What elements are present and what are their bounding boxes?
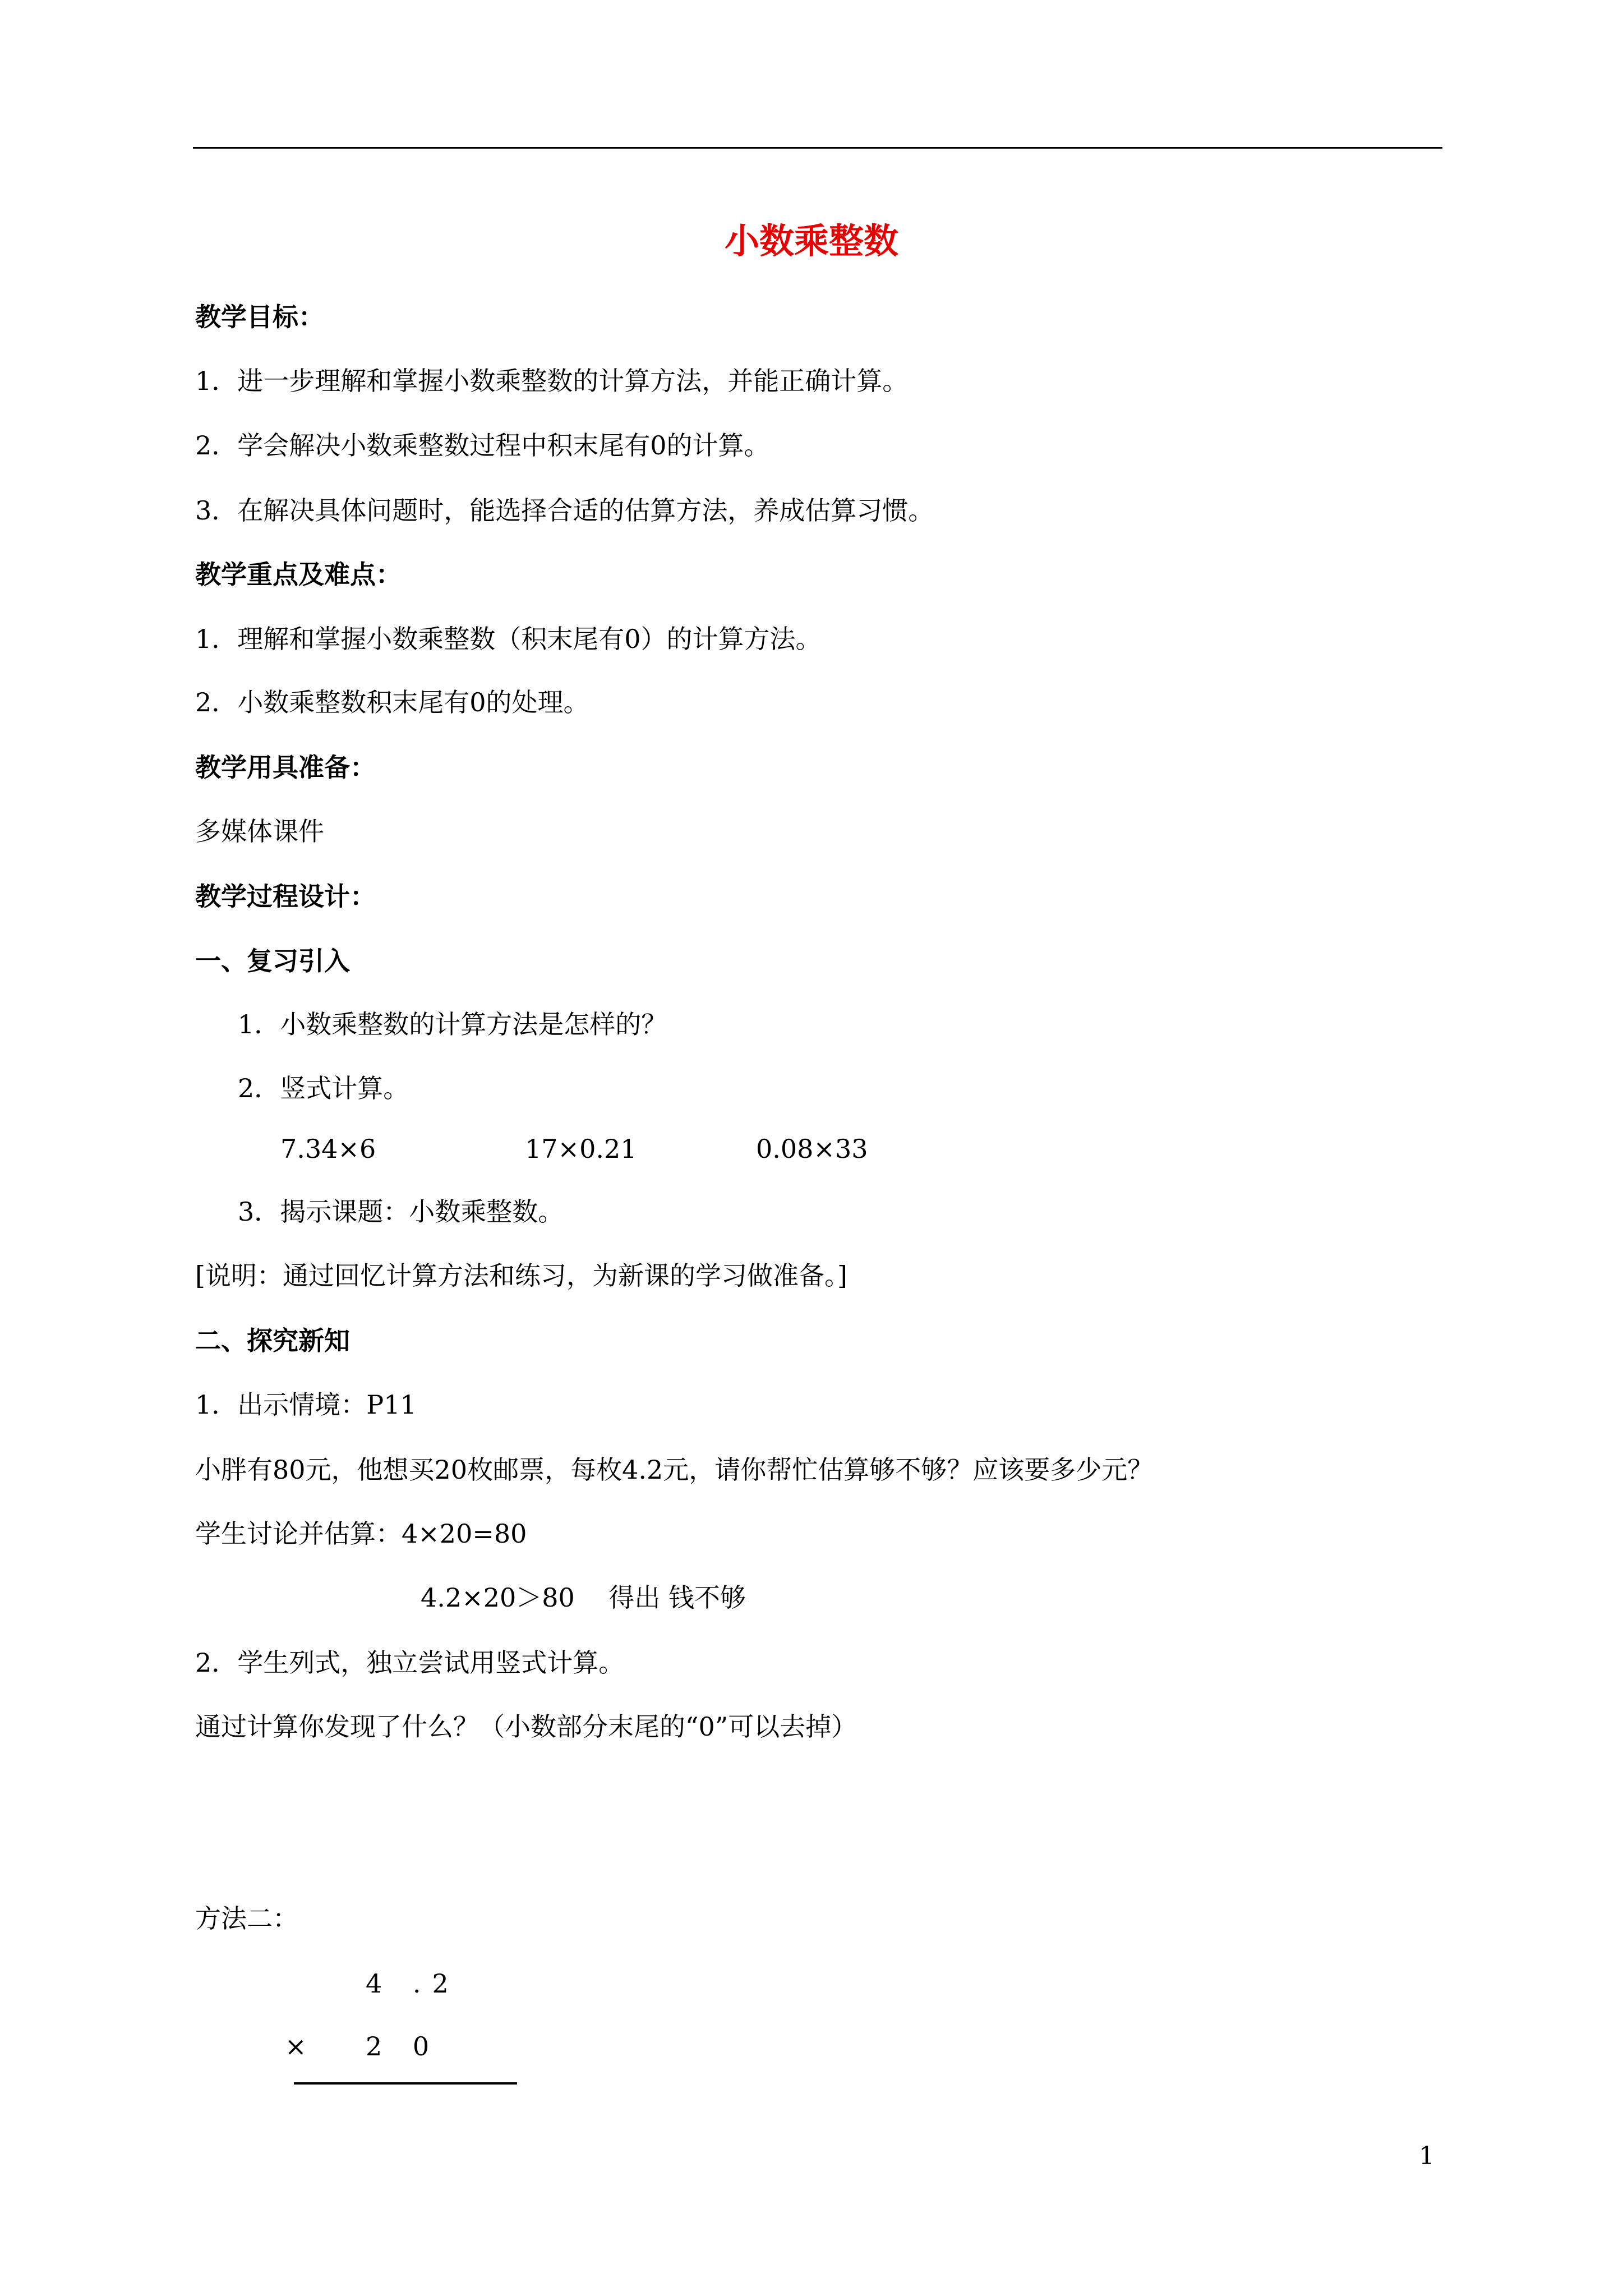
review-question-3: 3．揭示课题：小数乘整数。 — [238, 1197, 564, 1227]
multiply-sign: × — [285, 2031, 318, 2062]
key-points-heading: 教学重点及难点： — [195, 559, 402, 590]
calc-item: 7.34×6 — [280, 1134, 376, 1164]
page-number: 1 — [1419, 2142, 1435, 2170]
tools-heading: 教学用具准备： — [195, 752, 376, 783]
calc-item: 17×0.21 — [525, 1134, 637, 1164]
calculation-row — [280, 1132, 1066, 1166]
calc-item: 0.08×33 — [756, 1134, 868, 1164]
objective-item: 3．在解决具体问题时，能选择合适的估算方法，养成估算习惯。 — [195, 495, 934, 526]
method-two-label: 方法二： — [195, 1903, 298, 1934]
section2-paragraph: 1．出示情境：P11 — [195, 1389, 417, 1420]
key-point-item: 2．小数乘整数积末尾有0的处理。 — [195, 687, 589, 717]
vertical-calc-line — [294, 2082, 517, 2085]
section1-heading: 一、复习引入 — [195, 946, 350, 976]
header-rule — [193, 147, 1442, 149]
section1-note: [说明：通过回忆计算方法和练习，为新课的学习做准备。] — [195, 1260, 847, 1291]
review-question-2: 2．竖式计算。 — [238, 1073, 409, 1103]
section2-paragraph: 2．学生列式，独立尝试用竖式计算。 — [195, 1648, 625, 1678]
page-title: 小数乘整数 — [724, 220, 898, 261]
objective-item: 1．进一步理解和掌握小数乘整数的计算方法，并能正确计算。 — [195, 366, 909, 396]
objective-item: 2．学会解决小数乘整数过程中积末尾有0的计算。 — [195, 430, 770, 461]
vertical-calc-multiplier: 2 0 — [366, 2031, 441, 2062]
section2-paragraph: 学生讨论并估算：4×20=80 — [195, 1519, 527, 1549]
process-heading: 教学过程设计： — [195, 881, 376, 912]
objectives-heading: 教学目标： — [195, 302, 324, 332]
section2-heading: 二、探究新知 — [195, 1326, 350, 1356]
review-question-1: 1．小数乘整数的计算方法是怎样的？ — [238, 1009, 667, 1039]
section2-paragraph: 4.2×20＞80 得出 钱不够 — [421, 1582, 746, 1613]
key-point-item: 1．理解和掌握小数乘整数（积末尾有0）的计算方法。 — [195, 624, 822, 654]
section2-paragraph: 通过计算你发现了什么？（小数部分末尾的“0”可以去掉） — [195, 1711, 857, 1742]
vertical-calc-multiplicand: 4 .2 — [366, 1968, 460, 1999]
section2-paragraph: 小胖有80元，他想买20枚邮票，每枚4.2元，请你帮忙估算够不够？应该要多少元？ — [195, 1455, 1154, 1485]
tools-text: 多媒体课件 — [195, 816, 324, 846]
